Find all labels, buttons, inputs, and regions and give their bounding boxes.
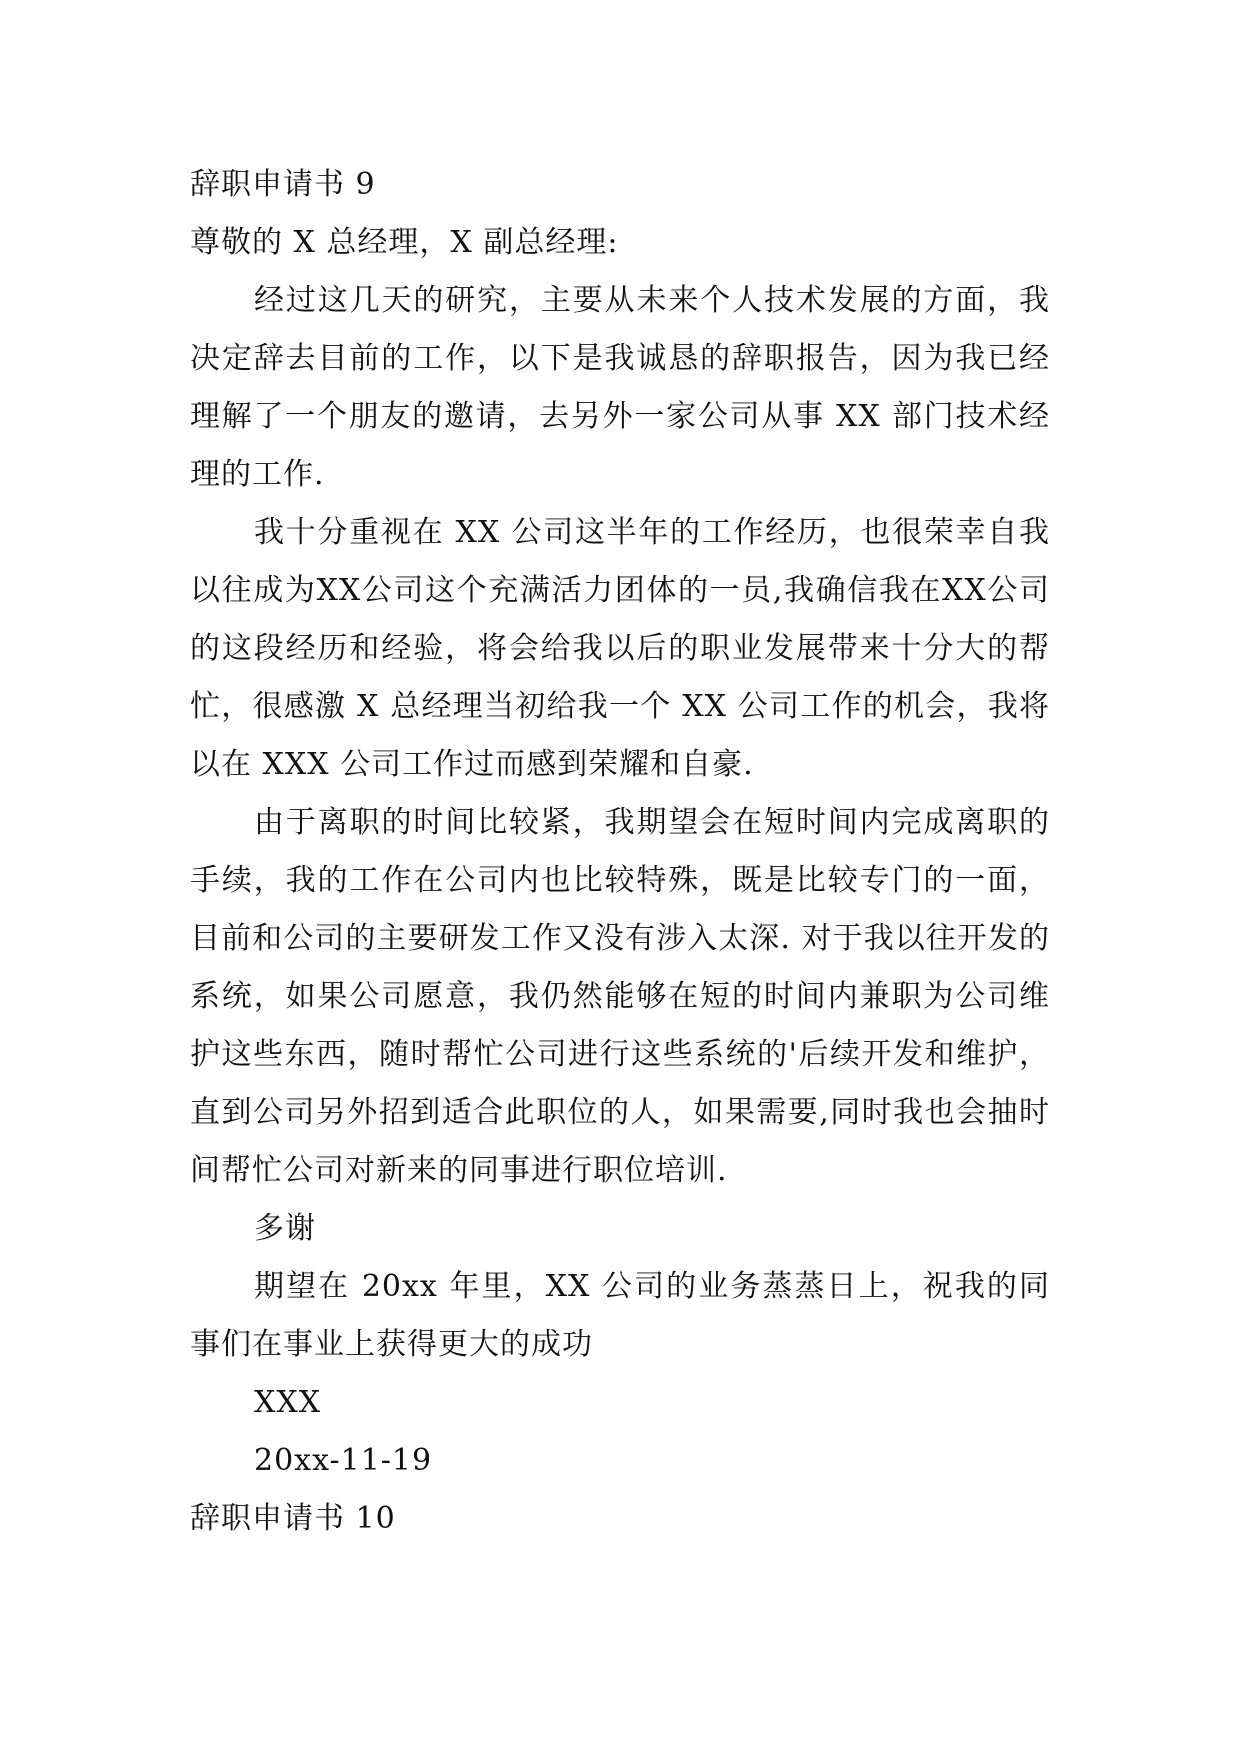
next-document-heading: 辞职申请书 10 — [190, 1501, 396, 1536]
document-body — [190, 156, 1050, 1548]
thanks-line: 多谢 — [254, 1211, 316, 1246]
salutation: 尊敬的 X 总经理，X 副总经理: — [190, 225, 619, 260]
signature-date: 20xx-11-19 — [254, 1443, 433, 1478]
paragraph-reason: 经过这几天的研究，主要从未来个人技术发展的方面，我决定辞去目前的工作，以下是我诚恳的辞职报告，因为我已经理解了一个朋友的邀请，去另外一家公司从事 XX 部门技术经理的工作. — [190, 283, 1050, 492]
document-heading: 辞职申请书 9 — [190, 167, 376, 202]
paragraph-handover: 由于离职的时间比较紧，我期望会在短时间内完成离职的手续，我的工作在公司内也比较特殊，既是比较专门的一面，目前和公司的主要研发工作又没有涉入太深. 对于我以往开发的系统，如果公司愿意，我仍然能够在短的时间内兼职为公司维护这些东西，随时帮忙公司进行这些系统的'后续开发和维护，直到公司另外招到适合此职位的人，如果需要,同时我也会抽时间帮忙公司对新来的同事进行职位培训. — [190, 805, 1050, 1188]
paragraph-gratitude: 我十分重视在 XX 公司这半年的工作经历，也很荣幸自我以往成为XX公司这个充满活力团体的一员,我确信我在XX公司的这段经历和经验，将会给我以后的职业发展带来十分大的帮忙，很感激 X 总经理当初给我一个 XX 公司工作的机会，我将以在 XXX 公司工作过而感到荣耀和自豪. — [190, 515, 1050, 782]
closing-wish: 期望在 20xx 年里，XX 公司的业务蒸蒸日上，祝我的同事们在事业上获得更大的成功 — [190, 1269, 1050, 1362]
signature: XXX — [254, 1385, 322, 1420]
